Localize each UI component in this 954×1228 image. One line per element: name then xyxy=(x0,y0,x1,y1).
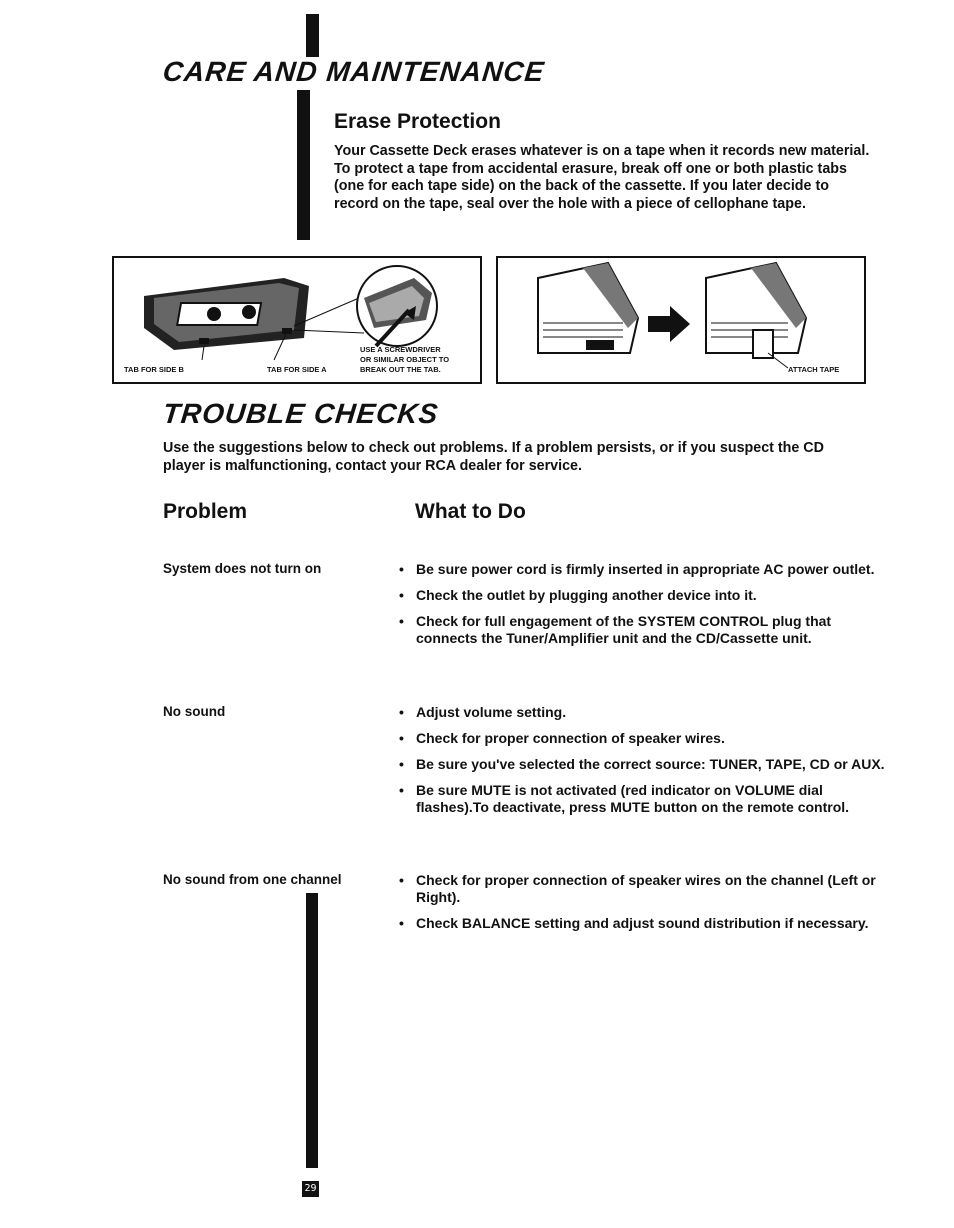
problem-name: No sound from one channel xyxy=(163,872,342,887)
erase-heading: Erase Protection xyxy=(334,110,501,133)
solution-item: • Check BALANCE setting and adjust sound distribution if necessary. xyxy=(398,915,888,932)
figure-cassette-tabs xyxy=(112,256,482,384)
trouble-title: TROUBLE CHECKS xyxy=(161,398,441,429)
trouble-intro: Use the suggestions below to check out problems. If a problem persists, or if you suspect the CD player is malfunctioning, contact your RCA dealer for service. xyxy=(163,440,824,474)
solution-item: • Check for full engagement of the SYSTEM CONTROL plug that connects the Tuner/Amplifier unit and the CD/Cassette unit. xyxy=(398,613,888,647)
solution-item: • Check for proper connection of speaker wires. xyxy=(398,730,888,747)
problem-name: No sound xyxy=(163,704,226,719)
erase-text: Your Cassette Deck erases whatever is on a tape when it records new material. To protect a tape from accidental erasure, break off one or both plastic tabs (one for each tape side) on the back of the cassette. If you later decide to record on the tape, seal over the hole with a piece of cellophane tape. xyxy=(334,143,870,212)
decorative-bar-middle xyxy=(297,90,310,240)
solution-list xyxy=(398,704,888,825)
solution-item: • Be sure power cord is firmly inserted in appropriate AC power outlet. xyxy=(398,561,888,578)
problem-name: System does not turn on xyxy=(163,561,322,576)
page-number: 29 xyxy=(302,1181,319,1197)
attach-tape-illustration xyxy=(498,258,864,382)
figure-attach-tape xyxy=(496,256,866,384)
instruction-line-1: USE A SCREWDRIVER xyxy=(360,345,441,354)
decorative-bar-bottom xyxy=(306,893,318,1168)
section-title: CARE AND MAINTENANCE xyxy=(161,56,547,87)
solution-item: • Check for proper connection of speaker wires on the channel (Left or Right). xyxy=(398,872,888,906)
instruction-line-2: OR SIMILAR OBJECT TO xyxy=(360,355,450,364)
decorative-bar-top xyxy=(306,14,319,57)
solution-list xyxy=(398,561,888,656)
label-tab-side-a: TAB FOR SIDE A xyxy=(267,365,327,374)
solution-item: • Be sure you've selected the correct source: TUNER, TAPE, CD or AUX. xyxy=(398,756,888,773)
solution-item: • Check the outlet by plugging another device into it. xyxy=(398,587,888,604)
solution-item: • Adjust volume setting. xyxy=(398,704,888,721)
label-attach-tape: ATTACH TAPE xyxy=(788,365,840,374)
column-what-to-do: What to Do xyxy=(415,500,526,523)
instruction-line-3: BREAK OUT THE TAB. xyxy=(360,365,441,374)
label-tab-side-b: TAB FOR SIDE B xyxy=(124,365,184,374)
solution-list xyxy=(398,872,888,941)
solution-item: • Be sure MUTE is not activated (red indicator on VOLUME dial flashes).To deactivate, press MUTE button on the remote control. xyxy=(398,782,888,816)
column-problem: Problem xyxy=(163,500,248,523)
